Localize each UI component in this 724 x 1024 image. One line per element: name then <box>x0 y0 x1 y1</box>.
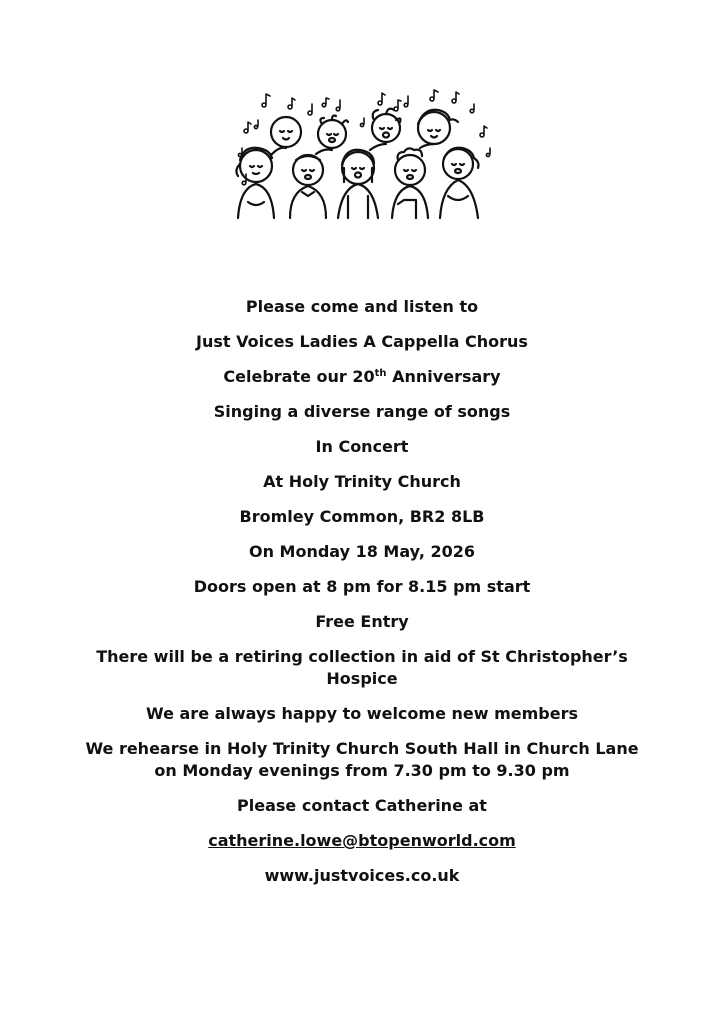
date-line: On Monday 18 May, 2026 <box>248 542 476 561</box>
contact-line: Please contact Catherine at <box>237 796 487 815</box>
location-line: Bromley Common, BR2 8LB <box>239 507 485 526</box>
rehearse-line: We rehearse in Holy Trinity Church South Hall in Church Lane on Monday evenings from 7.30 pm to 9.30 pm <box>85 739 639 780</box>
anniversary-prefix: Celebrate our 20 <box>223 367 375 386</box>
choir-illustration <box>228 84 496 220</box>
flyer-text <box>0 296 724 900</box>
anniversary-ordinal: th <box>374 368 387 379</box>
invite-line: Please come and listen to <box>245 297 479 316</box>
entry-line: Free Entry <box>315 612 409 631</box>
concert-line: In Concert <box>315 437 409 456</box>
email-line <box>82 830 642 852</box>
songs-line: Singing a diverse range of songs <box>213 402 511 421</box>
anniversary-line <box>82 366 642 388</box>
email-link[interactable]: catherine.lowe@btopenworld.com <box>208 831 516 850</box>
doors-line: Doors open at 8 pm for 8.15 pm start <box>193 577 531 596</box>
collection-line: There will be a retiring collection in aid of St Christopher’s Hospice <box>96 647 628 688</box>
choir-singers-icon <box>228 84 496 220</box>
welcome-line: We are always happy to welcome new members <box>146 704 578 723</box>
venue-line: At Holy Trinity Church <box>263 472 461 491</box>
website-line[interactable]: www.justvoices.co.uk <box>264 866 460 885</box>
choir-name: Just Voices Ladies A Cappella Chorus <box>196 332 528 351</box>
anniversary-word: Anniversary <box>386 367 501 386</box>
